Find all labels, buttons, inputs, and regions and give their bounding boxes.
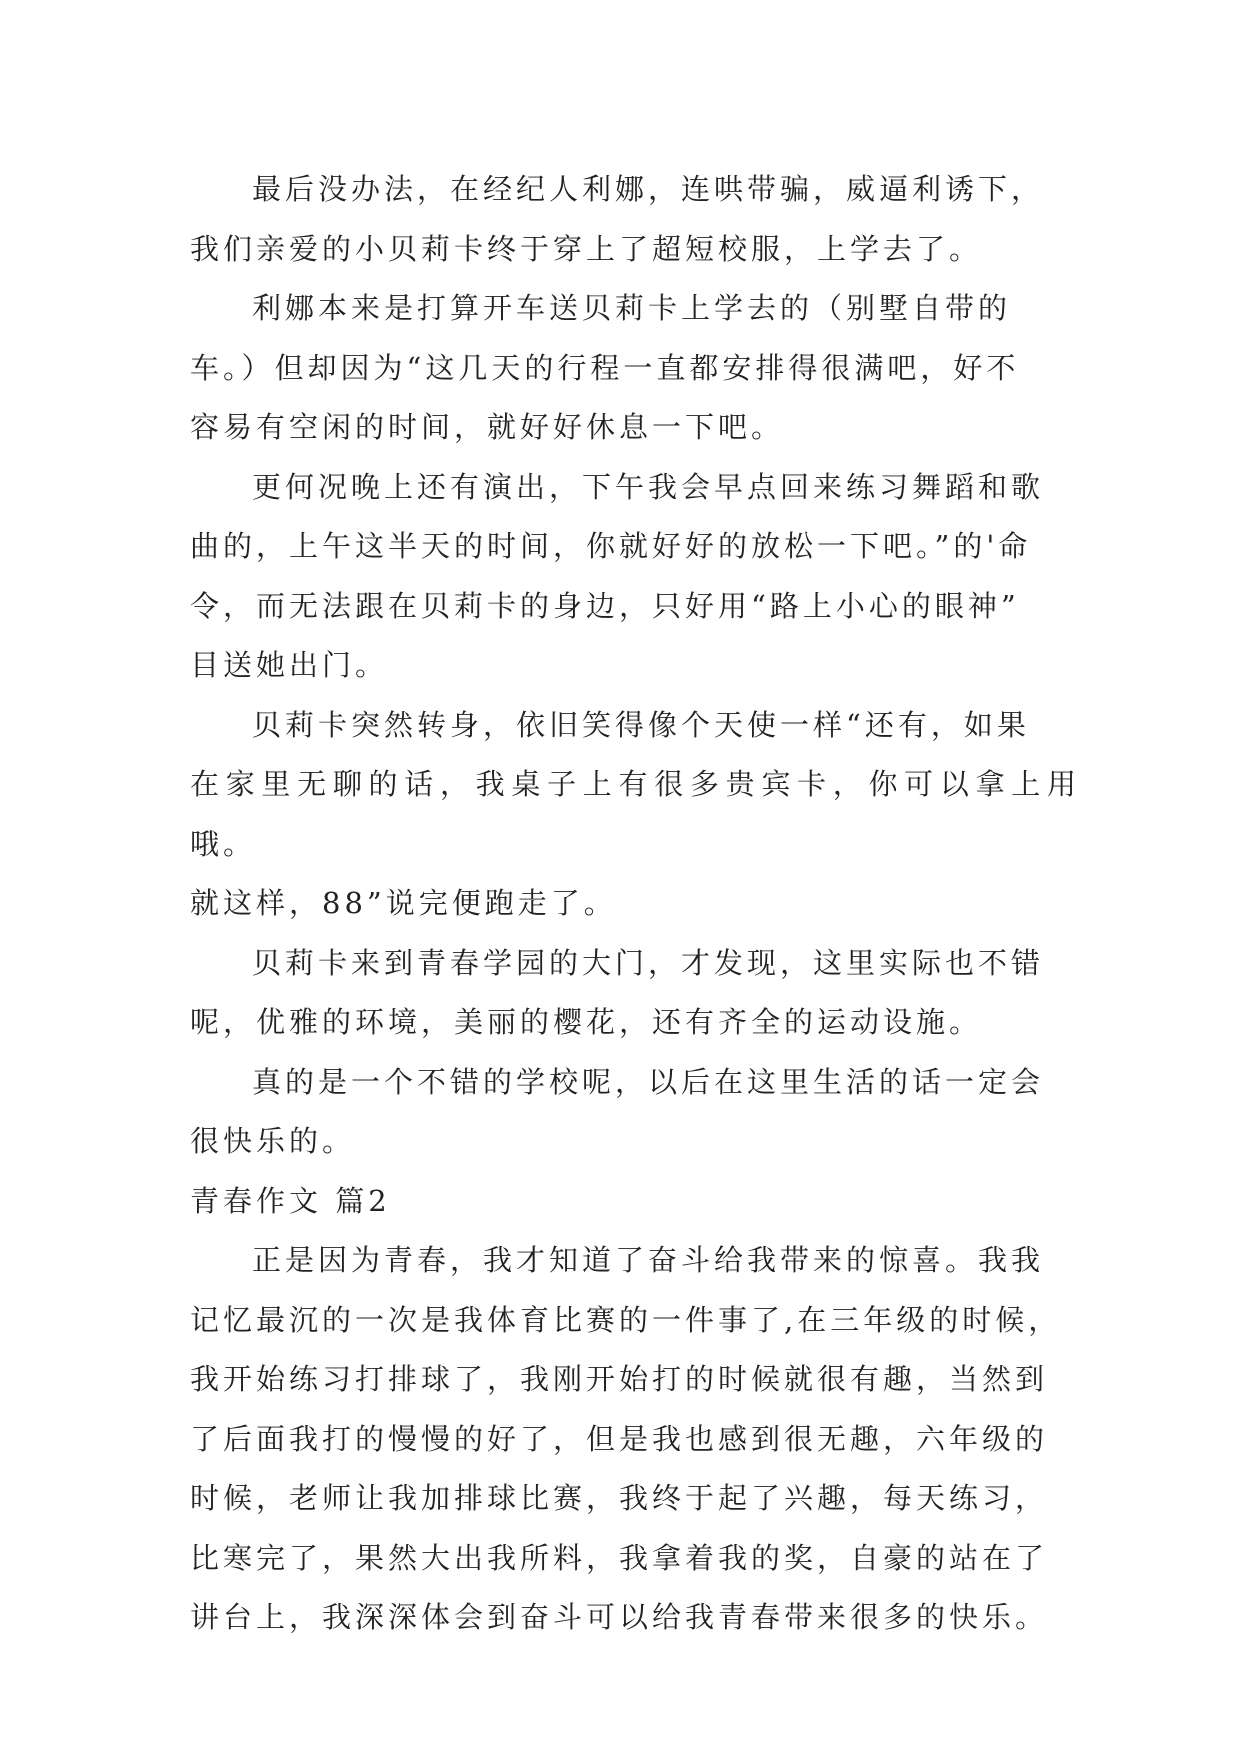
text-line: 我开始练习打排球了，我刚开始打的时候就很有趣，当然到 [190, 1362, 1049, 1396]
text-line: 在家里无聊的话，我桌子上有很多贵宾卡，你可以拿上用哦。 [190, 767, 1080, 861]
text-line: 目送她出门。 [190, 648, 389, 682]
text-line: 记忆最沉的一次是我体育比赛的一件事了,在三年级的时候， [190, 1302, 1062, 1337]
text-line: 比寒完了，果然大出我所料，我拿着我的奖，自豪的站在了 [190, 1540, 1049, 1575]
text-line: 了后面我打的慢慢的好了，但是我也感到很无趣，六年级的 [190, 1421, 1049, 1456]
text-line: 容易有空闲的时间，就好好休息一下吧。 [190, 410, 785, 444]
text-line: 令，而无法跟在贝莉卡的身边，只好用“路上小心的眼神” [190, 588, 1020, 623]
text-line: 很快乐的。 [190, 1124, 356, 1158]
text-line: 曲的，上午这半天的时间，你就好好的放松一下吧。”的'命 [190, 529, 1032, 563]
text-line: 更何况晚上还有演出，下午我会早点回来练习舞蹈和歌 [252, 469, 1045, 504]
text-line: 呢，优雅的环境，美丽的樱花，还有齐全的运动设施。 [190, 1005, 983, 1039]
section-heading [190, 1172, 1080, 1232]
text-line: 就这样，88”说完便跑走了。 [190, 886, 617, 920]
text-line: 利娜本来是打算开车送贝莉卡上学去的（别墅自带的 [252, 291, 1012, 325]
paragraph [190, 458, 1080, 696]
text-line: 车。）但却因为“这几天的行程一直都安排得很满吧，好不 [190, 350, 1020, 385]
paragraph [190, 696, 1080, 934]
text-line: 我们亲爱的小贝莉卡终于穿上了超短校服，上学去了。 [190, 231, 983, 266]
text-line: 真的是一个不错的学校呢，以后在这里生活的话一定会 [252, 1064, 1045, 1099]
text-line: 正是因为青春，我才知道了奋斗给我带来的惊喜。我我 [252, 1243, 1045, 1277]
paragraph [190, 1231, 1080, 1648]
paragraph [190, 279, 1080, 458]
document-body [190, 160, 1080, 1648]
paragraph [190, 934, 1080, 1053]
paragraph [190, 1053, 1080, 1172]
heading-text: 青春作文 篇2 [190, 1183, 391, 1218]
text-line: 贝莉卡突然转身，依旧笑得像个天使一样“还有，如果 [252, 707, 1030, 742]
text-line: 讲台上，我深深体会到奋斗可以给我青春带来很多的快乐。 [190, 1600, 1049, 1634]
paragraph [190, 160, 1080, 279]
text-line: 最后没办法，在经纪人利娜，连哄带骗，威逼利诱下， [252, 172, 1045, 206]
text-line: 时候，老师让我加排球比赛，我终于起了兴趣，每天练习， [190, 1481, 1049, 1515]
text-line: 贝莉卡来到青春学园的大门，才发现，这里实际也不错 [252, 945, 1045, 980]
